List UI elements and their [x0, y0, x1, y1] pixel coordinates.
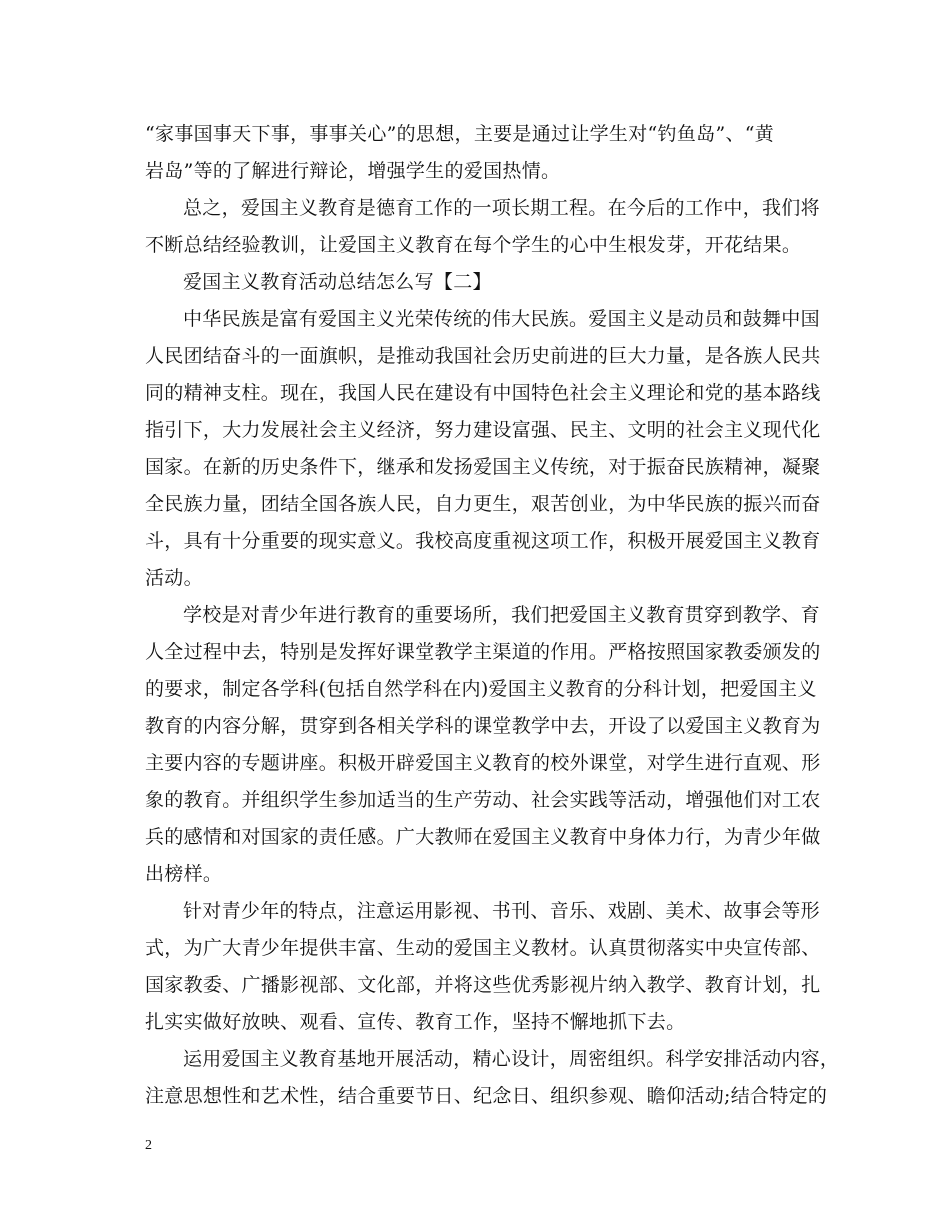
- text-line: 人民团结奋斗的一面旗帜，是推动我国社会历史前进的巨大力量，是各族人民共: [145, 345, 821, 367]
- text-line: 象的教育。并组织学生参加适当的生产劳动、社会实践等活动，增强他们对工农: [145, 789, 821, 811]
- page-number: 2: [145, 1138, 152, 1153]
- text-line: 岩岛”等的了解进行辩论，增强学生的爱国热情。: [145, 160, 561, 182]
- text-line: 学校是对青少年进行教育的重要场所，我们把爱国主义教育贯穿到教学、育: [183, 604, 820, 626]
- text-line: 兵的感情和对国家的责任感。广大教师在爱国主义教育中身体力行，为青少年做: [145, 826, 821, 848]
- text-line: 总之，爱国主义教育是德育工作的一项长期工程。在今后的工作中，我们将: [183, 197, 820, 219]
- text-line: 出榜样。: [145, 863, 223, 885]
- text-line: 中华民族是富有爱国主义光荣传统的伟大民族。爱国主义是动员和鼓舞中国: [183, 308, 820, 330]
- text-line: 人全过程中去，特别是发挥好课堂教学主渠道的作用。严格按照国家教委颁发的: [145, 641, 821, 663]
- text-line: 运用爱国主义教育基地开展活动，精心设计，周密组织。科学安排活动内容，: [183, 1048, 840, 1070]
- text-line: 扎实实做好放映、观看、宣传、教育工作，坚持不懈地抓下去。: [145, 1011, 686, 1033]
- text-line: 同的精神支柱。现在，我国人民在建设有中国特色社会主义理论和党的基本路线: [145, 382, 821, 404]
- text-line: 全民族力量，团结全国各族人民，自力更生，艰苦创业，为中华民族的振兴而奋: [145, 493, 821, 515]
- text-line: 教育的内容分解，贯穿到各相关学科的课堂教学中去，开设了以爱国主义教育为: [145, 715, 821, 737]
- document-body: [145, 116, 840, 1115]
- text-line: 注意思想性和艺术性，结合重要节日、纪念日、组织参观、瞻仰活动;结合特定的: [145, 1085, 828, 1107]
- text-line: “家事国事天下事，事事关心”的思想，主要是通过让学生对“钓鱼岛”、“黄: [145, 123, 775, 145]
- text-line: 的要求，制定各学科(包括自然学科在内)爱国主义教育的分科计划，把爱国主义: [145, 678, 817, 700]
- text-line: 国家教委、广播影视部、文化部，并将这些优秀影视片纳入教学、教育计划，扎: [145, 974, 821, 996]
- text-line: 不断总结经验教训，让爱国主义教育在每个学生的心中生根发芽，开花结果。: [145, 234, 802, 256]
- text-line: 国家。在新的历史条件下，继承和发扬爱国主义传统，对于振奋民族精神，凝聚: [145, 456, 821, 478]
- text-line: 指引下，大力发展社会主义经济，努力建设富强、民主、文明的社会主义现代化: [145, 419, 821, 441]
- text-line: 爱国主义教育活动总结怎么写【二】: [183, 271, 492, 293]
- text-line: 针对青少年的特点，注意运用影视、书刊、音乐、戏剧、美术、故事会等形: [183, 900, 820, 922]
- text-line: 主要内容的专题讲座。积极开辟爱国主义教育的校外课堂，对学生进行直观、形: [145, 752, 821, 774]
- text-line: 活动。: [145, 567, 203, 589]
- text-line: 式，为广大青少年提供丰富、生动的爱国主义教材。认真贯彻落实中央宣传部、: [145, 937, 821, 959]
- text-line: 斗，具有十分重要的现实意义。我校高度重视这项工作，积极开展爱国主义教育: [145, 530, 821, 552]
